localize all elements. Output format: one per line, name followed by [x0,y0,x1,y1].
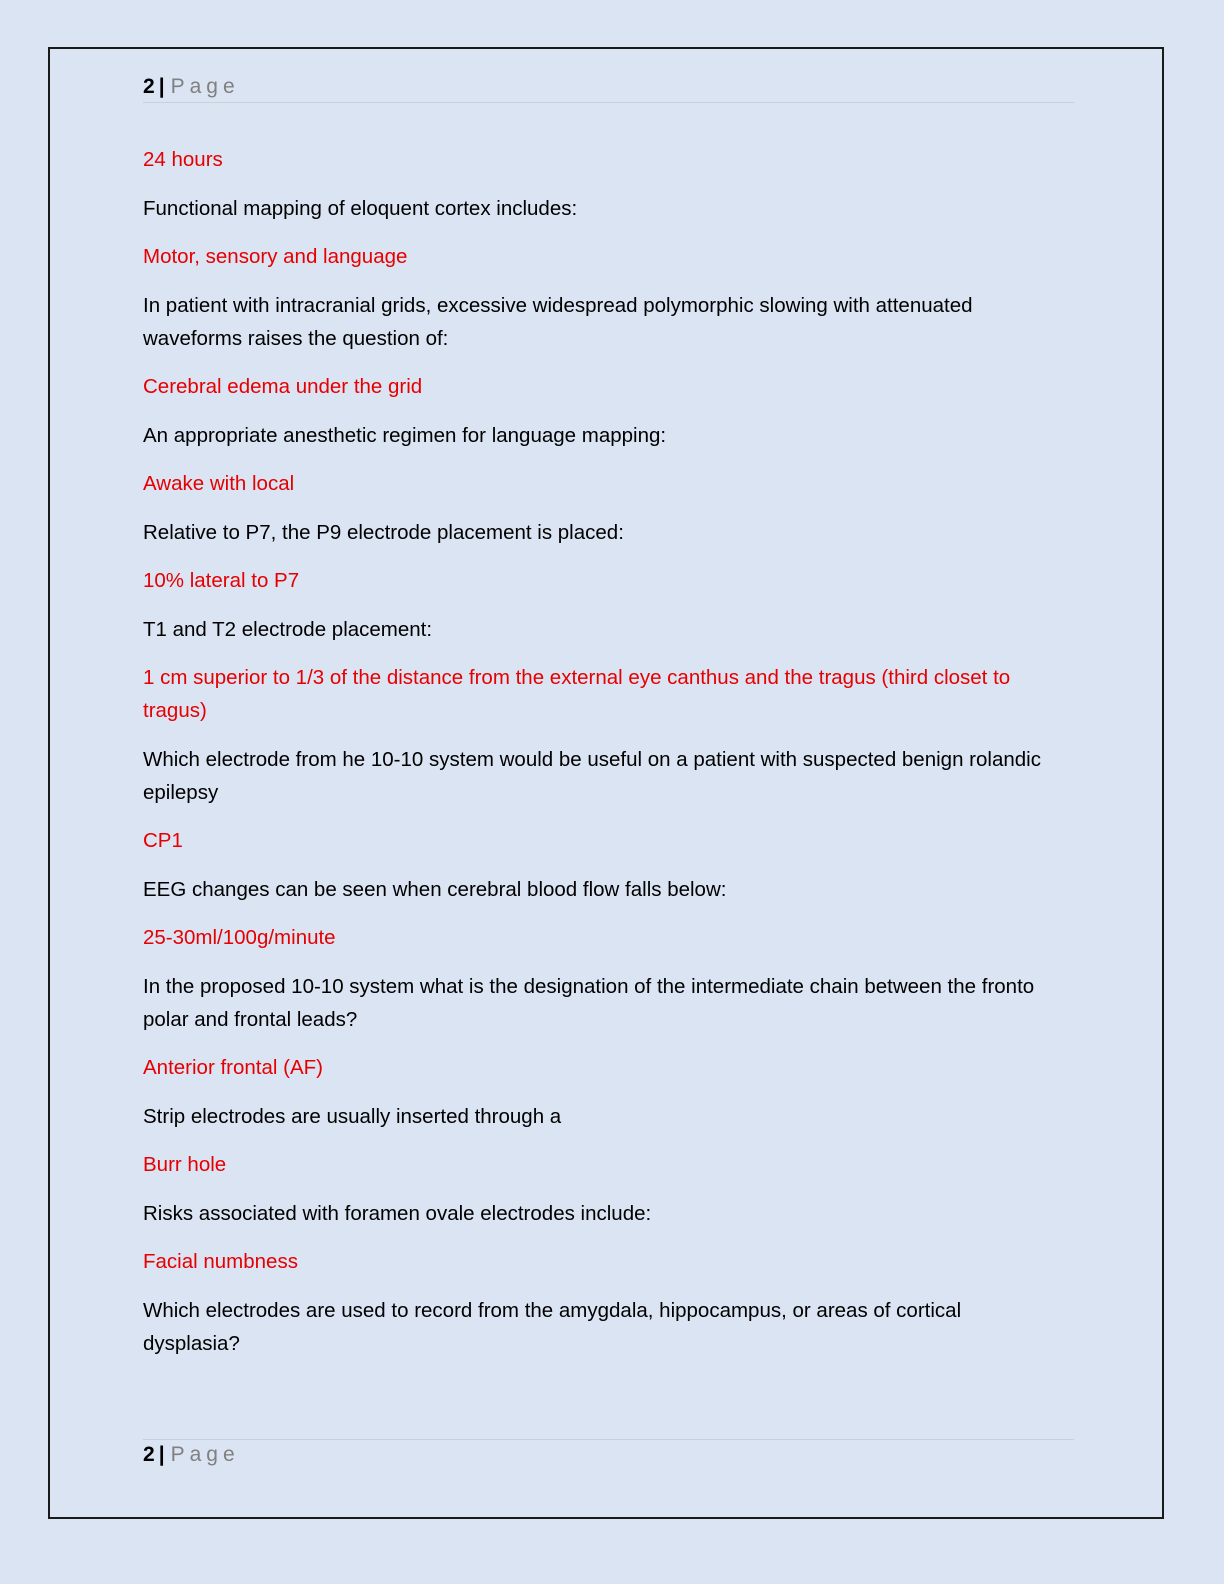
question-text: Functional mapping of eloquent cortex includes: [143,196,578,220]
document-body [143,143,1063,1375]
header-separator: | [158,75,165,98]
question-text: Strip electrodes are usually inserted through a [143,1104,562,1128]
question-text: An appropriate anesthetic regimen for language mapping: [143,423,667,447]
page-header [143,74,1074,103]
answer-text: CP1 [143,829,183,852]
answer-text: Awake with local [143,472,295,495]
question-text: Which electrodes are used to record from the amygdala, hippocampus, or areas of cortical dysplasia? [143,1298,962,1355]
question-text: Relative to P7, the P9 electrode placement is placed: [143,520,624,544]
answer-text: Burr hole [143,1153,227,1176]
question-text: Risks associated with foramen ovale electrodes include: [143,1201,652,1225]
header-page-label: Page [170,75,240,98]
answer-text: Facial numbness [143,1250,298,1273]
answer-text: 1 cm superior to 1/3 of the distance from the external eye canthus and the tragus (third closet to tragus) [143,666,1011,722]
page-footer [143,1439,1074,1468]
question-text: Which electrode from he 10-10 system would be useful on a patient with suspected benign rolandic epilepsy [143,747,1041,804]
answer-text: 10% lateral to P7 [143,569,300,592]
answer-text: Cerebral edema under the grid [143,375,423,398]
footer-separator: | [158,1443,165,1466]
footer-page-number: 2 [143,1443,155,1466]
question-text: EEG changes can be seen when cerebral blood flow falls below: [143,877,727,901]
answer-text: 25-30ml/100g/minute [143,926,336,949]
question-text: In the proposed 10-10 system what is the designation of the intermediate chain between the fronto polar and frontal leads? [143,974,1035,1031]
question-text: In patient with intracranial grids, excessive widespread polymorphic slowing with attenuated waveforms raises the question of: [143,293,973,350]
answer-text: Motor, sensory and language [143,245,408,268]
answer-text: Anterior frontal (AF) [143,1056,323,1079]
answer-text: 24 hours [143,148,223,171]
footer-page-label: Page [170,1443,240,1466]
header-page-number: 2 [143,75,155,98]
question-text: T1 and T2 electrode placement: [143,617,433,641]
